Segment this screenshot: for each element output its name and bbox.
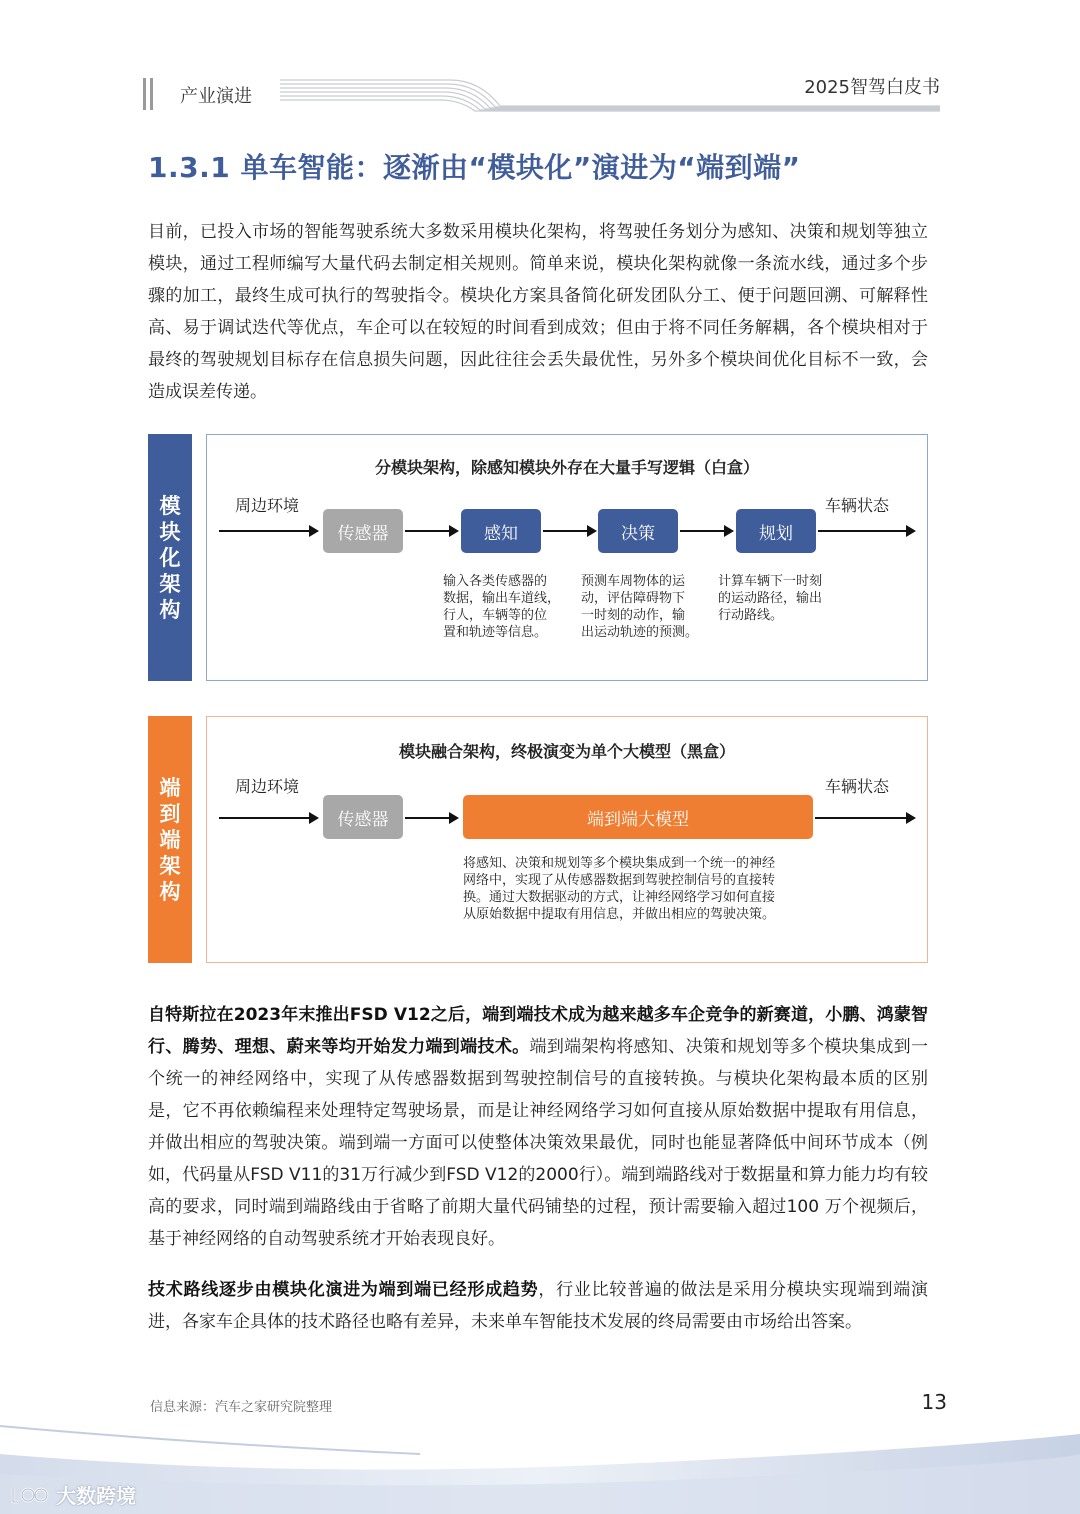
modular-output-label: 车辆状态 (825, 496, 890, 515)
arrow (815, 817, 914, 819)
side-char: 模 (159, 493, 181, 518)
e2e-side-label (148, 716, 192, 963)
source-note: 信息来源：汽车之家研究院整理 (150, 1400, 333, 1415)
arrow (680, 530, 732, 532)
watermark-text: 大数跨境 (56, 1484, 136, 1508)
modular-diagram-panel (206, 434, 928, 681)
node-e2e-model: 端到端大模型 (463, 795, 813, 839)
node-sensor: 传感器 (323, 795, 403, 839)
planning-description: 计算车辆下一时刻 的运动路径，输出 行动路线。 (718, 574, 823, 623)
modular-side-label (148, 434, 192, 681)
header-bars-decoration (143, 78, 155, 110)
watermark-logo-icon (10, 1484, 50, 1506)
header-section-label: 产业演进 (180, 86, 252, 107)
side-char: 构 (159, 879, 181, 904)
side-char: 到 (159, 801, 181, 826)
paragraph-trend (148, 1274, 928, 1338)
page-number: 13 (921, 1390, 947, 1414)
e2e-diagram-title: 模块融合架构，终极演变为单个大模型（黑盒） (398, 742, 735, 761)
e2e-input-label: 周边环境 (235, 777, 300, 796)
arrow (543, 530, 595, 532)
side-char: 构 (159, 597, 181, 622)
e2e-description: 将感知、决策和规划等多个模块集成到一个统一的神经 网络中，实现了从传感器数据到驾驶控制信号的直接转 换。通过大数据驱动的方式，让神经网络学习如何直接 从原始数据中提取有用信息，并做出相应的驾驶决策。 (463, 856, 776, 922)
node-planning: 规划 (736, 509, 816, 553)
node-perception: 感知 (461, 509, 541, 553)
side-char: 化 (159, 545, 181, 570)
arrow (219, 817, 317, 819)
modular-input-label: 周边环境 (235, 496, 300, 515)
paragraph-fsd (148, 999, 928, 1255)
arrow (405, 817, 457, 819)
header-document-title: 2025智驾白皮书 (804, 77, 940, 98)
side-char: 架 (159, 571, 181, 596)
page-header (0, 0, 1080, 120)
watermark (10, 1480, 136, 1509)
intro-paragraph: 目前，已投入市场的智能驾驶系统大多数采用模块化架构，将驾驶任务划分为感知、决策和规划等独立模块，通过工程师编写大量代码去制定相关规则。简单来说，模块化架构就像一条流水线，通过多个步骤的加工，最终生成可执行的驾驶指令。模块化方案具备简化研发团队分工、便于问题回溯、可解释性高、易于调试迭代等优点，车企可以在较短的时间看到成效；但由于将不同任务解耦，各个模块相对于最终的驾驶规划目标存在信息损失问题，因此往往会丢失最优性，另外多个模块间优化目标不一致，会造成误差传递。 (148, 222, 928, 402)
section-title: 1.3.1 单车智能：逐渐由“模块化”演进为“端到端” (148, 151, 801, 184)
paragraph-fsd-body: 端到端架构将感知、决策和规划等多个模块集成到一个统一的神经网络中，实现了从传感器数据到驾驶控制信号的直接转换。与模块化架构最本质的区别是，它不再依赖编程来处理特定驾驶场景，而是让神经网络学习如何直接从原始数据中提取有用信息，并做出相应的驾驶决策。端到端一方面可以使整体决策效果最优，同时也能显著降低中间环节成本（例如，代码量从FSD V11的31万行减少到FSD V12的2000行）。端到端路线对于数据量和算力能力均有较高的要求，同时端到端路线由于省略了前期大量代码铺垫的过程，预计需要输入超过100 万个视频后，基于神经网络的自动驾驶系统才开始表现良好。 (148, 1037, 928, 1249)
node-decision: 决策 (598, 509, 678, 553)
side-char: 架 (159, 853, 181, 878)
side-char: 端 (159, 827, 181, 852)
paragraph-trend-bold: 技术路线逐步由模块化演进为端到端已经形成趋势 (148, 1280, 539, 1300)
side-char: 端 (159, 775, 181, 800)
footer-wave-decoration (0, 1424, 1080, 1514)
paragraph-fsd-bold: 自特斯拉在2023年末推出FSD V12之后，端到端技术成为越来越多车企竞争的新赛道，小鹏、鸿蒙智行、腾势、理想、蔚来等均开始发力端到端技术。 (148, 1005, 928, 1057)
e2e-diagram-panel (206, 716, 928, 963)
decision-description: 预测车周物体的运 动，评估障碍物下 一时刻的动作，输 出运动轨迹的预测。 (581, 574, 699, 640)
arrow (219, 530, 317, 532)
modular-diagram-title: 分模块架构，除感知模块外存在大量手写逻辑（白盒） (374, 458, 759, 477)
perception-description: 输入各类传感器的 数据，输出车道线， 行人，车辆等的位 置和轨迹等信息。 (443, 574, 561, 640)
e2e-output-label: 车辆状态 (825, 777, 890, 796)
side-char: 块 (159, 519, 181, 544)
arrow (405, 530, 457, 532)
paragraph-trend-body: ，行业比较普遍的做法是采用分模块实现端到端演进，各家车企具体的技术路径也略有差异，未来单车智能技术发展的终局需要由市场给出答案。 (148, 1280, 929, 1332)
arrow (818, 530, 914, 532)
node-sensor: 传感器 (323, 509, 403, 553)
